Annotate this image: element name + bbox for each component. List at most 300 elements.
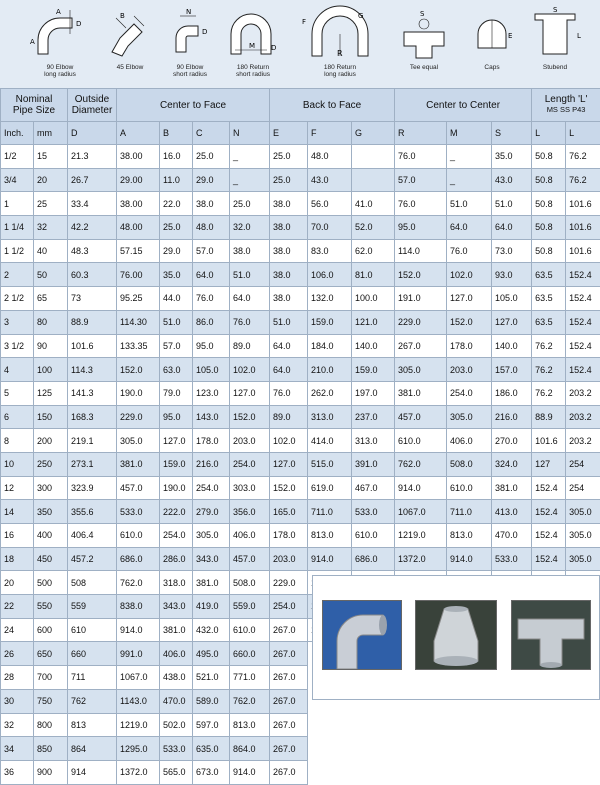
table-cell: 279.0: [193, 500, 230, 524]
table-cell: 305.0: [447, 405, 492, 429]
header-row-columns: [1, 122, 600, 145]
table-cell: 762.0: [230, 689, 270, 713]
table-cell: 141.3: [68, 381, 117, 405]
table-cell: 152.4: [532, 476, 566, 500]
svg-text:E: E: [508, 32, 512, 40]
table-cell: 73.0: [492, 239, 532, 263]
table-cell: 80: [34, 310, 68, 334]
table-cell: 38.0: [230, 239, 270, 263]
table-cell: 101.6: [566, 216, 600, 240]
table-cell: 159.0: [308, 310, 352, 334]
column-header: L: [532, 122, 566, 145]
table-cell: 48.3: [68, 239, 117, 263]
table-cell: 184.0: [308, 334, 352, 358]
table-cell: 4: [1, 358, 34, 382]
table-cell: 152.0: [447, 310, 492, 334]
table-row: [1, 476, 600, 500]
table-cell: 64.0: [447, 216, 492, 240]
length-header-sub: MS SS P43: [547, 105, 586, 114]
table-cell: 610.0: [447, 476, 492, 500]
table-cell: 88.9: [68, 310, 117, 334]
table-cell: 152.0: [395, 263, 447, 287]
table-row: [1, 239, 600, 263]
table-cell: 30: [1, 689, 34, 713]
table-cell: 76.0: [270, 381, 308, 405]
table-cell: 457.2: [68, 547, 117, 571]
table-cell: 254.0: [160, 524, 193, 548]
table-cell: 63.5: [532, 263, 566, 287]
table-cell: 197.0: [352, 381, 395, 405]
table-cell: 48.0: [308, 145, 352, 169]
table-cell: 533.0: [117, 500, 160, 524]
table-cell: 25.0: [270, 168, 308, 192]
table-cell: 267.0: [270, 713, 308, 737]
table-cell: 262.0: [308, 381, 352, 405]
table-cell: 95.25: [117, 287, 160, 311]
svg-text:F: F: [302, 18, 306, 26]
table-cell: 83.0: [308, 239, 352, 263]
table-cell: 1372.0: [117, 760, 160, 784]
table-cell: [352, 168, 395, 192]
table-cell: 25.0: [270, 145, 308, 169]
column-header: D: [68, 122, 117, 145]
table-cell: 63.5: [532, 310, 566, 334]
table-cell: 313.0: [308, 405, 352, 429]
table-cell: 700: [34, 666, 68, 690]
return-180-long-radius-icon: [300, 0, 380, 88]
table-cell: 101.6: [566, 192, 600, 216]
column-header: L: [566, 122, 600, 145]
table-cell: 48.0: [193, 216, 230, 240]
table-cell: 500: [34, 571, 68, 595]
table-cell: 10: [1, 452, 34, 476]
table-cell: 800: [34, 713, 68, 737]
table-cell: 100: [34, 358, 68, 382]
table-cell: 114.3: [68, 358, 117, 382]
table-cell: 50: [34, 263, 68, 287]
table-cell: 114.0: [395, 239, 447, 263]
column-header: E: [270, 122, 308, 145]
table-cell: 29.00: [117, 168, 160, 192]
table-cell: 3 1/2: [1, 334, 34, 358]
table-cell: 152.4: [566, 358, 600, 382]
table-cell: 38.0: [270, 287, 308, 311]
table-cell: 178.0: [270, 524, 308, 548]
table-cell: 914.0: [308, 547, 352, 571]
table-cell: 305.0: [566, 547, 600, 571]
table-cell: 267.0: [270, 760, 308, 784]
table-cell: 90: [34, 334, 68, 358]
table-cell: 533.0: [352, 500, 395, 524]
table-cell: 186.0: [492, 381, 532, 405]
table-cell: 914.0: [117, 618, 160, 642]
table-cell: 190.0: [117, 381, 160, 405]
table-cell: 313.0: [352, 429, 395, 453]
table-row: [1, 334, 600, 358]
table-cell: 89.0: [230, 334, 270, 358]
table-cell: 470.0: [492, 524, 532, 548]
table-cell: 650: [34, 642, 68, 666]
table-cell: 22.0: [160, 192, 193, 216]
table-cell: 76.2: [532, 334, 566, 358]
table-cell: 50.8: [532, 216, 566, 240]
table-cell: 76.2: [566, 145, 600, 169]
svg-text:R: R: [337, 49, 343, 58]
table-cell: 413.0: [492, 500, 532, 524]
table-cell: 216.0: [492, 405, 532, 429]
table-cell: 515.0: [308, 452, 352, 476]
table-cell: 127: [532, 452, 566, 476]
table-cell: 168.3: [68, 405, 117, 429]
table-cell: 438.0: [160, 666, 193, 690]
table-cell: 73: [68, 287, 117, 311]
table-cell: 400: [34, 524, 68, 548]
table-cell: 41.0: [352, 192, 395, 216]
table-cell: 305.0: [117, 429, 160, 453]
table-cell: 711.0: [308, 500, 352, 524]
table-cell: 914.0: [447, 547, 492, 571]
table-cell: 381.0: [160, 618, 193, 642]
table-cell: 864: [68, 737, 117, 761]
table-cell: 323.9: [68, 476, 117, 500]
table-cell: 2: [1, 263, 34, 287]
table-cell: 76.2: [532, 381, 566, 405]
table-cell: 495.0: [193, 642, 230, 666]
table-cell: 89.0: [270, 405, 308, 429]
table-cell: 324.0: [492, 452, 532, 476]
table-cell: 25.0: [230, 192, 270, 216]
table-cell: 686.0: [352, 547, 395, 571]
table-cell: 600: [34, 618, 68, 642]
table-cell: 267.0: [270, 666, 308, 690]
table-cell: 229.0: [117, 405, 160, 429]
table-cell: 270.0: [492, 429, 532, 453]
table-cell: 70.0: [308, 216, 352, 240]
table-cell: 36: [1, 760, 34, 784]
table-cell: 34: [1, 737, 34, 761]
table-cell: 16.0: [160, 145, 193, 169]
column-header: C: [193, 122, 230, 145]
table-row: [1, 429, 600, 453]
table-cell: 914: [68, 760, 117, 784]
table-cell: _: [447, 145, 492, 169]
column-header: A: [117, 122, 160, 145]
table-cell: 406.0: [447, 429, 492, 453]
table-cell: 38.0: [193, 192, 230, 216]
table-cell: 419.0: [193, 595, 230, 619]
table-cell: 3/4: [1, 168, 34, 192]
table-row: [1, 737, 600, 761]
table-cell: 508.0: [230, 571, 270, 595]
table-cell: 762.0: [395, 452, 447, 476]
table-cell: 610.0: [395, 429, 447, 453]
table-cell: 25.0: [160, 216, 193, 240]
table-cell: 254.0: [230, 452, 270, 476]
table-cell: 318.0: [160, 571, 193, 595]
table-cell: 1219.0: [395, 524, 447, 548]
table-cell: 76.0: [193, 287, 230, 311]
table-cell: 267.0: [270, 737, 308, 761]
table-cell: 51.0: [447, 192, 492, 216]
table-cell: 63.0: [160, 358, 193, 382]
table-cell: 76.0: [395, 145, 447, 169]
center-to-center-header: Center to Center: [395, 89, 532, 122]
table-cell: _: [230, 145, 270, 169]
table-cell: 813: [68, 713, 117, 737]
table-cell: 106.0: [308, 263, 352, 287]
table-cell: 140.0: [492, 334, 532, 358]
table-cell: 133.35: [117, 334, 160, 358]
table-cell: 1 1/2: [1, 239, 34, 263]
table-cell: 533.0: [160, 737, 193, 761]
table-cell: 159.0: [352, 358, 395, 382]
svg-text:D: D: [76, 20, 81, 28]
table-cell: 381.0: [492, 476, 532, 500]
svg-text:S: S: [553, 6, 558, 14]
table-cell: 152.4: [566, 263, 600, 287]
table-cell: 102.0: [270, 429, 308, 453]
tee-photo: [511, 600, 591, 670]
table-cell: 254: [566, 476, 600, 500]
table-row: [1, 358, 600, 382]
table-cell: 190.0: [160, 476, 193, 500]
table-cell: 254.0: [447, 381, 492, 405]
table-cell: 521.0: [193, 666, 230, 690]
diagram-caption: Tee equal: [384, 64, 464, 71]
table-cell: 152.4: [566, 310, 600, 334]
svg-text:N: N: [186, 8, 191, 16]
table-cell: 127.0: [447, 287, 492, 311]
table-row: [1, 547, 600, 571]
table-cell: 105.0: [193, 358, 230, 382]
table-cell: 64.0: [230, 287, 270, 311]
reducer-photo: [415, 600, 497, 670]
table-cell: 381.0: [117, 452, 160, 476]
table-row: [1, 760, 600, 784]
table-cell: 150: [34, 405, 68, 429]
table-cell: 300: [34, 476, 68, 500]
table-cell: 813.0: [230, 713, 270, 737]
table-cell: 15: [34, 145, 68, 169]
table-cell: 229.0: [270, 571, 308, 595]
table-cell: 43.0: [308, 168, 352, 192]
table-cell: 50.8: [532, 145, 566, 169]
table-cell: 610.0: [117, 524, 160, 548]
table-cell: 38.0: [270, 216, 308, 240]
table-cell: 152.0: [270, 476, 308, 500]
diagram-caption: Caps: [452, 64, 532, 71]
table-cell: 619.0: [308, 476, 352, 500]
table-cell: 589.0: [193, 689, 230, 713]
table-row: [1, 500, 600, 524]
table-cell: 18: [1, 547, 34, 571]
table-cell: 686.0: [117, 547, 160, 571]
table-cell: 76.2: [566, 168, 600, 192]
table-cell: 467.0: [352, 476, 395, 500]
table-cell: 305.0: [395, 358, 447, 382]
table-row: [1, 192, 600, 216]
product-photo-panel: [312, 575, 600, 700]
table-cell: 216.0: [193, 452, 230, 476]
table-cell: 1219.0: [117, 713, 160, 737]
table-cell: 610: [68, 618, 117, 642]
table-cell: 51.0: [230, 263, 270, 287]
table-cell: 414.0: [308, 429, 352, 453]
column-header: Inch.: [1, 122, 34, 145]
table-cell: 50.8: [532, 192, 566, 216]
table-cell: 559: [68, 595, 117, 619]
table-cell: 101.6: [68, 334, 117, 358]
table-cell: _: [447, 168, 492, 192]
svg-text:D: D: [202, 28, 207, 36]
table-cell: 267.0: [270, 618, 308, 642]
table-cell: 38.0: [270, 263, 308, 287]
table-cell: 33.4: [68, 192, 117, 216]
table-cell: 14: [1, 500, 34, 524]
table-cell: 343.0: [193, 547, 230, 571]
svg-text:B: B: [120, 12, 125, 20]
table-cell: 203.0: [270, 547, 308, 571]
table-cell: 12: [1, 476, 34, 500]
table-cell: 76.0: [395, 192, 447, 216]
table-cell: 76.2: [532, 358, 566, 382]
table-cell: 88.9: [532, 405, 566, 429]
table-cell: 25.0: [193, 145, 230, 169]
table-cell: 559.0: [230, 595, 270, 619]
column-header: R: [395, 122, 447, 145]
table-cell: 1067.0: [395, 500, 447, 524]
table-cell: 51.0: [270, 310, 308, 334]
table-cell: 203.2: [566, 429, 600, 453]
table-cell: 32.0: [230, 216, 270, 240]
table-cell: 35.0: [492, 145, 532, 169]
table-cell: 406.4: [68, 524, 117, 548]
table-cell: 1: [1, 192, 34, 216]
diagram-caption: 90 Elbow short radius: [150, 64, 230, 78]
table-cell: 51.0: [160, 310, 193, 334]
table-cell: 203.2: [566, 405, 600, 429]
table-cell: 24: [1, 618, 34, 642]
table-cell: 28: [1, 666, 34, 690]
table-cell: 50.8: [532, 239, 566, 263]
column-header: F: [308, 122, 352, 145]
column-header: G: [352, 122, 395, 145]
table-cell: 457.0: [117, 476, 160, 500]
table-cell: 29.0: [193, 168, 230, 192]
svg-text:A: A: [30, 38, 35, 46]
table-cell: 8: [1, 429, 34, 453]
svg-text:L: L: [577, 32, 581, 40]
table-cell: 991.0: [117, 642, 160, 666]
table-cell: 35.0: [160, 263, 193, 287]
table-cell: 32: [34, 216, 68, 240]
table-cell: [352, 145, 395, 169]
table-cell: 191.0: [395, 287, 447, 311]
table-cell: 219.1: [68, 429, 117, 453]
table-cell: 20: [34, 168, 68, 192]
diagram-caption: 180 Return long radius: [300, 64, 380, 78]
table-cell: 6: [1, 405, 34, 429]
table-cell: 114.30: [117, 310, 160, 334]
table-cell: 267.0: [270, 642, 308, 666]
table-cell: 432.0: [193, 618, 230, 642]
table-cell: 762.0: [117, 571, 160, 595]
diagram-caption: Stubend: [515, 64, 595, 71]
column-header: N: [230, 122, 270, 145]
table-cell: 16: [1, 524, 34, 548]
table-cell: 660.0: [230, 642, 270, 666]
table-cell: 1067.0: [117, 666, 160, 690]
table-cell: 152.4: [532, 547, 566, 571]
table-cell: 21.3: [68, 145, 117, 169]
table-row: [1, 145, 600, 169]
header-row-groups: [1, 89, 600, 122]
table-cell: 305.0: [566, 500, 600, 524]
table-cell: 660: [68, 642, 117, 666]
table-cell: 26.7: [68, 168, 117, 192]
table-cell: 100.0: [352, 287, 395, 311]
center-to-face-header: Center to Face: [117, 89, 270, 122]
diagram-caption: 90 Elbow long radius: [20, 64, 100, 78]
table-cell: 38.0: [270, 239, 308, 263]
table-cell: 254.0: [270, 595, 308, 619]
table-cell: 305.0: [193, 524, 230, 548]
table-cell: 470.0: [160, 689, 193, 713]
table-cell: 502.0: [160, 713, 193, 737]
table-row: [1, 405, 600, 429]
table-cell: 673.0: [193, 760, 230, 784]
table-cell: 1295.0: [117, 737, 160, 761]
table-cell: 178.0: [447, 334, 492, 358]
column-header: M: [447, 122, 492, 145]
table-cell: 267.0: [395, 334, 447, 358]
table-cell: 1 1/4: [1, 216, 34, 240]
table-cell: 64.0: [270, 358, 308, 382]
table-cell: 350: [34, 500, 68, 524]
table-cell: 229.0: [395, 310, 447, 334]
table-cell: 864.0: [230, 737, 270, 761]
back-to-face-header: Back to Face: [270, 89, 395, 122]
diagram-caption: 180 Return short radius: [213, 64, 293, 78]
table-cell: 254.0: [193, 476, 230, 500]
table-cell: 152.4: [532, 500, 566, 524]
table-cell: 50.8: [532, 168, 566, 192]
table-cell: 95.0: [160, 405, 193, 429]
column-header: B: [160, 122, 193, 145]
table-cell: 303.0: [230, 476, 270, 500]
table-cell: 43.0: [492, 168, 532, 192]
table-cell: 850: [34, 737, 68, 761]
table-cell: 127.0: [270, 452, 308, 476]
table-cell: 450: [34, 547, 68, 571]
table-row: [1, 381, 600, 405]
table-cell: 610.0: [230, 618, 270, 642]
table-cell: 42.2: [68, 216, 117, 240]
table-cell: 57.15: [117, 239, 160, 263]
table-row: [1, 310, 600, 334]
table-cell: 457.0: [230, 547, 270, 571]
table-cell: 132.0: [308, 287, 352, 311]
table-cell: 381.0: [193, 571, 230, 595]
table-cell: 165.0: [270, 500, 308, 524]
svg-text:M: M: [249, 42, 255, 50]
table-cell: 40: [34, 239, 68, 263]
table-cell: _: [230, 168, 270, 192]
table-cell: 635.0: [193, 737, 230, 761]
table-cell: 914.0: [395, 476, 447, 500]
table-cell: 533.0: [492, 547, 532, 571]
table-cell: 1372.0: [395, 547, 447, 571]
